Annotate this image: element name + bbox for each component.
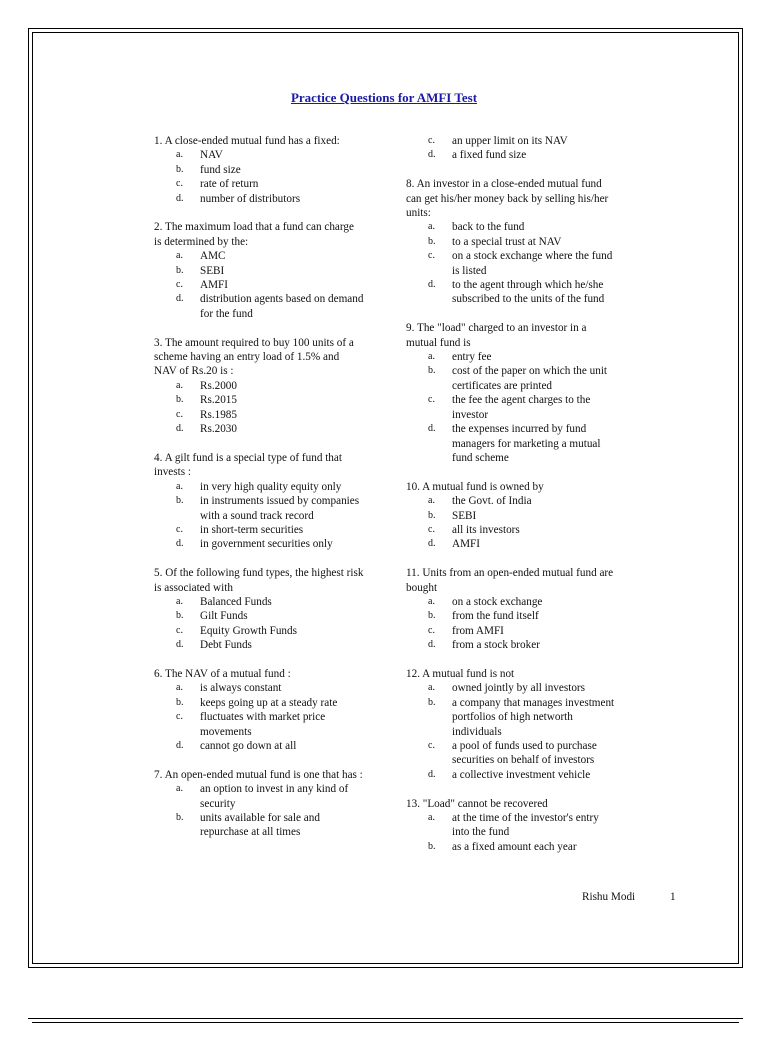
option-text: distribution agents based on demand for the fund <box>200 293 364 320</box>
option-text: SEBI <box>452 509 477 522</box>
option-letter: a. <box>428 682 435 694</box>
option-letter: b. <box>176 163 184 175</box>
option-letter: c. <box>428 739 435 751</box>
question-block <box>154 566 364 652</box>
option-text: cannot go down at all <box>200 739 297 752</box>
option-text: NAV <box>200 149 223 162</box>
option-letter: a. <box>428 595 435 607</box>
option-item <box>406 739 616 768</box>
option-item <box>406 624 616 638</box>
options-list <box>406 494 616 552</box>
options-list <box>406 350 616 465</box>
option-item <box>154 264 364 278</box>
question-block <box>406 667 616 782</box>
option-item <box>406 364 616 393</box>
question-block <box>154 336 364 437</box>
option-letter: b. <box>176 264 184 276</box>
question-block <box>154 667 364 753</box>
question-text: 11. Units from an open-ended mutual fund are bought <box>406 567 614 594</box>
option-letter: a. <box>428 812 435 823</box>
option-text: from a stock broker <box>452 639 540 652</box>
option-text: to a special trust at NAV <box>452 235 562 248</box>
option-item <box>154 249 364 263</box>
option-letter: d. <box>428 279 436 291</box>
option-letter: b. <box>428 365 436 377</box>
option-item <box>154 163 364 177</box>
right-column <box>406 134 616 869</box>
option-letter: d. <box>428 538 436 550</box>
option-item <box>406 696 616 739</box>
question-block <box>406 321 616 465</box>
option-item <box>154 480 364 494</box>
option-letter: b. <box>428 840 436 852</box>
option-text: fund size <box>200 163 241 176</box>
option-letter: d. <box>428 149 436 161</box>
question-block <box>406 797 616 855</box>
question-text: 2. The maximum load that a fund can charge is determined by the: <box>154 221 354 248</box>
option-item <box>406 393 616 422</box>
option-letter: d. <box>176 293 184 305</box>
options-list <box>406 595 616 653</box>
option-item <box>154 523 364 537</box>
option-text: cost of the paper on which the unit certificates are printed <box>452 365 608 392</box>
question-text: 10. A mutual fund is owned by <box>406 480 544 493</box>
option-item <box>154 537 364 551</box>
option-letter: c. <box>176 408 183 420</box>
option-item <box>154 393 364 407</box>
option-text: Equity Growth Funds <box>200 624 297 637</box>
question-text: 5. Of the following fund types, the highest risk is associated with <box>154 567 364 594</box>
option-item <box>406 609 616 623</box>
option-text: the Govt. of India <box>452 495 532 508</box>
question-block <box>406 134 616 163</box>
option-text: AMFI <box>452 538 480 551</box>
option-text: from AMFI <box>452 624 504 637</box>
options-list <box>406 681 616 782</box>
option-item <box>406 148 616 162</box>
option-item <box>406 249 616 278</box>
question-text: 12. A mutual fund is not <box>406 667 515 680</box>
option-text: AMC <box>200 250 226 263</box>
option-letter: c. <box>428 624 435 636</box>
options-list <box>154 681 364 753</box>
option-item <box>154 811 364 840</box>
option-item <box>154 292 364 321</box>
option-letter: b. <box>428 509 436 521</box>
option-letter: a. <box>176 595 183 607</box>
option-text: fluctuates with market price movements <box>200 711 326 738</box>
option-item <box>154 408 364 422</box>
question-text: 6. The NAV of a mutual fund : <box>154 667 291 680</box>
option-letter: d. <box>176 739 184 751</box>
question-text: 1. A close-ended mutual fund has a fixed: <box>154 135 340 147</box>
option-item <box>154 278 364 292</box>
option-text: a pool of funds used to purchase securities on behalf of investors <box>452 739 597 767</box>
option-text: a fixed fund size <box>452 149 527 162</box>
question-block <box>154 768 364 840</box>
question-text: 3. The amount required to buy 100 units of a scheme having an entry load of 1.5% and NAV of Rs.20 is : <box>154 336 354 378</box>
option-letter: a. <box>176 480 183 492</box>
option-text: in short-term securities <box>200 523 304 536</box>
question-text: 9. The "load" charged to an investor in a mutual fund is <box>406 322 587 349</box>
option-text: from the fund itself <box>452 610 539 623</box>
option-letter: c. <box>176 279 183 291</box>
option-item <box>406 523 616 537</box>
option-letter: c. <box>176 523 183 535</box>
option-letter: d. <box>428 639 436 651</box>
option-item <box>406 278 616 307</box>
options-list <box>154 249 364 321</box>
option-letter: c. <box>428 523 435 535</box>
question-block <box>154 451 364 552</box>
option-letter: d. <box>176 538 184 550</box>
option-letter: a. <box>428 495 435 507</box>
left-column <box>154 134 364 854</box>
option-text: on a stock exchange where the fund is listed <box>452 250 613 277</box>
question-text: 4. A gilt fund is a special type of fund that invests : <box>154 451 342 479</box>
option-item <box>406 422 616 465</box>
option-letter: b. <box>176 394 184 406</box>
option-item <box>154 696 364 710</box>
footer-author: Rishu Modi <box>582 891 636 903</box>
option-item <box>154 609 364 623</box>
option-letter: c. <box>176 178 183 190</box>
option-item <box>406 494 616 508</box>
option-letter: c. <box>428 135 435 146</box>
option-text: rate of return <box>200 178 259 191</box>
option-item <box>154 638 364 652</box>
option-text: Rs.1985 <box>200 408 237 421</box>
option-letter: c. <box>428 394 435 406</box>
option-letter: b. <box>428 235 436 247</box>
option-item <box>154 192 364 206</box>
option-letter: c. <box>176 711 183 723</box>
options-list <box>406 134 616 163</box>
option-text: in government securities only <box>200 538 333 551</box>
option-text: Rs.2030 <box>200 423 237 436</box>
option-text: Rs.2000 <box>200 379 237 392</box>
option-letter: d. <box>428 768 436 780</box>
option-text: Gilt Funds <box>200 610 248 623</box>
option-text: to the agent through which he/she subscribed to the units of the fund <box>452 279 605 306</box>
option-text: the fee the agent charges to the investor <box>452 394 591 421</box>
option-item <box>406 840 616 854</box>
option-text: in instruments issued by companies with a sound track record <box>200 495 360 522</box>
option-item <box>406 811 616 840</box>
option-text: Rs.2015 <box>200 394 237 407</box>
option-text: number of distributors <box>200 192 301 205</box>
option-item <box>406 134 616 148</box>
options-list <box>154 595 364 653</box>
option-text: in very high quality equity only <box>200 480 342 493</box>
option-text: units available for sale and repurchase at all times <box>200 812 320 839</box>
option-letter: d. <box>176 639 184 651</box>
option-letter: b. <box>176 610 184 622</box>
question-text: 8. An investor in a close-ended mutual fund can get his/her money back by selling his/her units: <box>406 178 609 220</box>
option-text: SEBI <box>200 264 225 277</box>
option-item <box>154 710 364 739</box>
footer-page-number: 1 <box>670 891 676 903</box>
question-block <box>154 134 364 206</box>
question-block <box>406 177 616 307</box>
option-letter: c. <box>176 624 183 636</box>
page-title: Practice Questions for AMFI Test <box>290 90 478 105</box>
option-item <box>154 681 364 695</box>
option-text: all its investors <box>452 523 520 536</box>
question-text: 7. An open-ended mutual fund is one that has : <box>154 768 363 781</box>
question-block <box>154 220 364 321</box>
option-letter: b. <box>428 610 436 622</box>
options-list <box>406 220 616 306</box>
option-letter: b. <box>176 495 184 507</box>
option-text: keeps going up at a steady rate <box>200 696 338 709</box>
option-letter: d. <box>176 192 184 204</box>
option-text: Balanced Funds <box>200 595 272 608</box>
options-list <box>154 379 364 437</box>
option-text: as a fixed amount each year <box>452 840 577 853</box>
options-list <box>154 480 364 552</box>
option-text: Debt Funds <box>200 639 252 652</box>
option-text: a collective investment vehicle <box>452 768 591 781</box>
option-letter: a. <box>428 351 435 363</box>
option-item <box>406 595 616 609</box>
option-item <box>406 509 616 523</box>
option-letter: a. <box>176 149 183 161</box>
option-text: the expenses incurred by fund managers for marketing a mutual fund scheme <box>452 423 601 464</box>
next-page-border-inner <box>32 1022 739 1043</box>
option-text: is always constant <box>200 682 282 695</box>
option-item <box>154 782 364 811</box>
option-letter: c. <box>428 250 435 262</box>
page-border-inner <box>32 32 739 964</box>
option-item <box>154 148 364 162</box>
question-block <box>406 480 616 552</box>
option-item <box>154 422 364 436</box>
option-letter: d. <box>176 423 184 435</box>
option-letter: b. <box>428 696 436 708</box>
option-letter: a. <box>428 221 435 233</box>
options-list <box>406 811 616 854</box>
option-item <box>154 494 364 523</box>
option-text: entry fee <box>452 351 492 364</box>
option-text: an option to invest in any kind of security <box>200 783 349 810</box>
option-letter: b. <box>176 812 184 823</box>
option-text: an upper limit on its NAV <box>452 135 568 147</box>
option-item <box>154 177 364 191</box>
option-letter: a. <box>176 250 183 262</box>
option-text: back to the fund <box>452 221 525 234</box>
option-item <box>406 350 616 364</box>
option-text: at the time of the investor's entry into the fund <box>452 812 599 839</box>
option-item <box>406 681 616 695</box>
option-item <box>154 624 364 638</box>
option-item <box>406 768 616 782</box>
options-list <box>154 148 364 206</box>
option-letter: b. <box>176 696 184 708</box>
option-text: on a stock exchange <box>452 595 543 608</box>
option-letter: d. <box>428 423 436 435</box>
option-item <box>406 235 616 249</box>
question-text: 13. "Load" cannot be recovered <box>406 797 548 810</box>
option-item <box>406 638 616 652</box>
option-text: owned jointly by all investors <box>452 682 585 695</box>
option-item <box>154 379 364 393</box>
option-item <box>406 220 616 234</box>
question-block <box>406 566 616 652</box>
option-item <box>406 537 616 551</box>
option-text: a company that manages investment portfolios of high networth individuals <box>452 696 615 738</box>
option-item <box>154 595 364 609</box>
option-text: AMFI <box>200 279 228 292</box>
options-list <box>154 782 364 840</box>
option-letter: a. <box>176 783 183 795</box>
option-letter: a. <box>176 379 183 391</box>
option-letter: a. <box>176 682 183 694</box>
option-item <box>154 739 364 753</box>
